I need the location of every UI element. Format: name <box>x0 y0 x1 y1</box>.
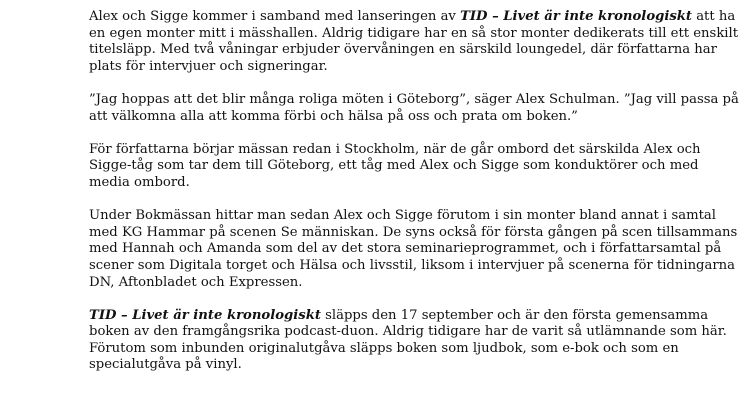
paragraph-text: Alex och Sigge kommer i samband med lanseringen av <box>89 9 461 24</box>
paragraph-monter <box>89 9 739 75</box>
paragraph-text: att ha en egen monter mitt i mässhallen. Aldrig tidigare har en så stor monter dedikerats till ett enskilt titelsläpp. Med två våningar erbjuder övervåningen en särskild loungedel, där författarna har plats för intervjuer och signeringar. <box>89 9 739 74</box>
paragraph-bokmassan: Under Bokmässan hittar man sedan Alex och Sigge förutom i sin monter bland annat i samtal med KG Hammar på scenen Se människan. De syns också för första gången på scen tillsammans med Hannah och Amanda som del av det stora seminarieprogrammet, och i författarsamtal på scener som Digitala torget och Hälsa och livsstil, liksom i intervjuer på scenerna för tidningarna DN, Aftonbladet och Expressen. <box>89 208 738 290</box>
paragraph-quote: ”Jag hoppas att det blir många roliga möten i Göteborg”, säger Alex Schulman. ”Jag vill passa på att välkomna alla att komma förbi och hälsa på oss och prata om boken.” <box>89 91 739 124</box>
paragraph-train: För författarna börjar mässan redan i Stockholm, när de går ombord det särskilda Alex och Sigge-tåg som tar dem till Göteborg, ett tåg med Alex och Sigge som konduktörer och med media ombord. <box>89 141 701 190</box>
document-body <box>89 9 739 391</box>
paragraph-text: släpps den 17 september och är den första gemensamma boken av den framgångsrika podcast-duon. Aldrig tidigare har de varit så utlämnande som här. Förutom som inbunden originalutgåva släpps boken som ljudbok, som e-bok och som en specialutgåva på vinyl. <box>89 307 727 373</box>
paragraph-release <box>89 308 739 374</box>
book-title: TID – Livet är inte kronologiskt <box>460 9 692 24</box>
book-title: TID – Livet är inte kronologiskt <box>89 307 321 323</box>
